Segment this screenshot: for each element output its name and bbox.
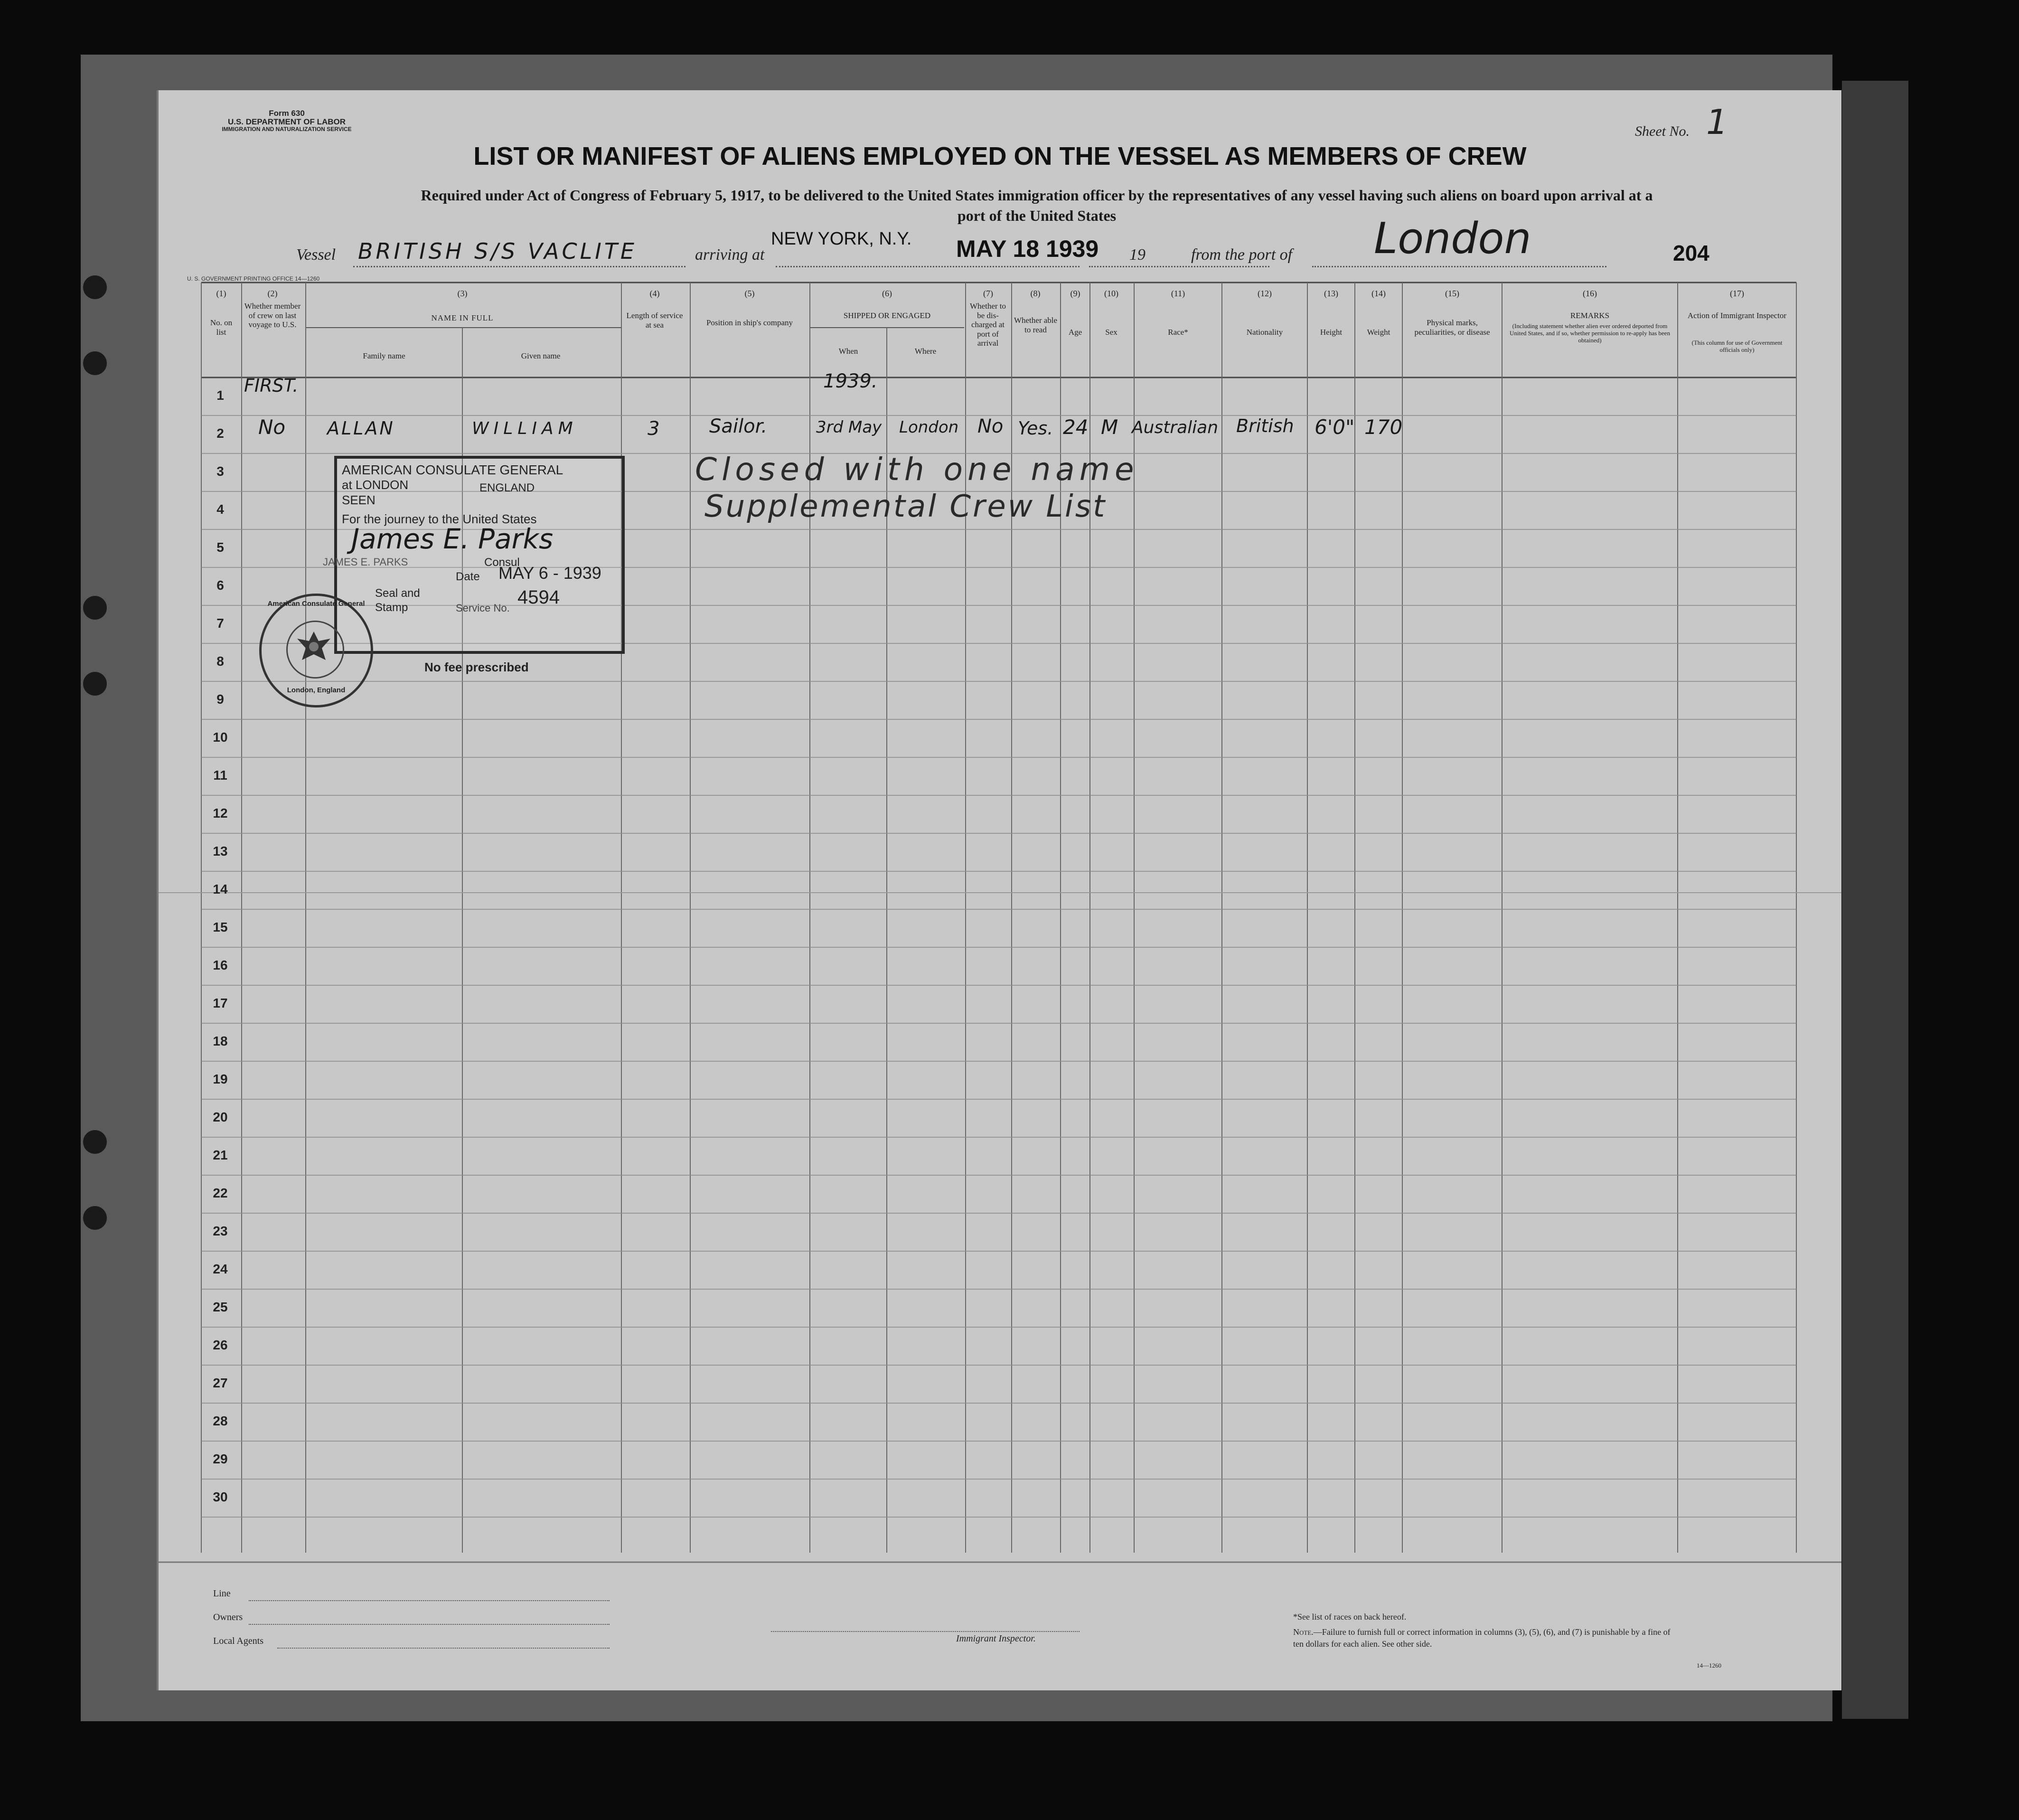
row-number: 27 [213, 1376, 228, 1390]
row-number: 12 [213, 806, 228, 820]
binder-hole [83, 1130, 107, 1154]
colnum-8: (8) [1030, 289, 1041, 298]
row-number: 17 [213, 996, 228, 1010]
colhdr-10: Sex [1105, 328, 1117, 337]
stamp-date-value: MAY 6 - 1939 [498, 563, 601, 583]
colnum-4: (4) [649, 289, 660, 298]
sheet-number-label: Sheet No. [1635, 123, 1690, 139]
entry-service-length: 3 [648, 418, 660, 440]
entry-race: Australian [1132, 418, 1219, 437]
row-number: 14 [213, 882, 228, 896]
colhdr-3-given: Given name [521, 351, 561, 360]
entry-weight: 170 [1364, 415, 1403, 439]
colhdr-13: Height [1320, 328, 1343, 337]
stamp-date-label: Date [456, 570, 480, 583]
stamp-signature: James E. Parks [351, 523, 554, 555]
fee-note: No fee prescribed [424, 660, 529, 674]
entry-age: 24 [1063, 415, 1089, 439]
row-number: 16 [213, 958, 228, 972]
colhdr-12: Nationality [1246, 328, 1283, 337]
inspector-underline [771, 1631, 1080, 1632]
entry-shipped-where: London [899, 418, 959, 437]
colhdr-6-where: Where [914, 347, 937, 356]
entry-family-name: ALLAN [327, 418, 395, 439]
colnum-9: (9) [1070, 289, 1080, 298]
sheet-number-value: 1 [1706, 102, 1728, 142]
consulate-seal [259, 594, 373, 707]
footer-note [1293, 1626, 1682, 1650]
eagle-emblem-icon [286, 621, 344, 679]
colhdr-17-note: (This column for use of Government officials only) [1691, 339, 1783, 353]
row-number: 18 [213, 1034, 228, 1048]
colnum-7: (7) [983, 289, 993, 298]
subtitle-line2: port of the United States [957, 207, 1117, 225]
row-number: 21 [213, 1148, 228, 1162]
row-number: 9 [216, 692, 224, 707]
row-number: 7 [216, 616, 224, 631]
colhdr-3: NAME IN FULL [431, 313, 494, 322]
row-number: 29 [213, 1452, 228, 1466]
row-number: 4 [216, 502, 224, 517]
seal-bottom-text: London, England [287, 686, 346, 694]
entry-sex: M [1101, 415, 1118, 439]
row-number: 19 [213, 1072, 228, 1086]
entry-position: Sailor. [709, 415, 768, 437]
row-number: 28 [213, 1414, 228, 1428]
row-number: 26 [213, 1338, 228, 1352]
row-number: 25 [213, 1300, 228, 1314]
seal-ring-text: American Consulate General [267, 600, 365, 608]
form-number: Form 630 [269, 109, 305, 118]
stamp-line1: AMERICAN CONSULATE GENERAL [342, 462, 563, 477]
footer-line-label: Line [213, 1588, 231, 1599]
from-port-label: from the port of [1191, 246, 1293, 264]
footer-form-code: 14—1260 [1697, 1662, 1721, 1669]
colhdr-15: Physical marks, peculiarities, or disease [1414, 318, 1490, 337]
consulate-stamp [323, 456, 625, 654]
stamp-line2: at LONDON [342, 478, 409, 492]
row-number: 22 [213, 1186, 228, 1200]
printing-office: U. S. GOVERNMENT PRINTING OFFICE 14—1260 [187, 275, 320, 282]
footer-line-underline [249, 1600, 610, 1601]
footer-agents-label: Local Agents [213, 1636, 264, 1646]
colnum-11: (11) [1171, 289, 1185, 298]
back-sheet-right [1842, 81, 1908, 1719]
colhdr-1: No. on list [210, 318, 233, 337]
entry-shipped-when: 3rd May [816, 418, 882, 437]
arriving-label: arriving at [695, 246, 765, 264]
arrival-date: MAY 18 1939 [956, 236, 1099, 262]
footer-inspector-label: Immigrant Inspector. [956, 1633, 1036, 1644]
row-number: 1 [216, 388, 224, 403]
row-number: 8 [216, 654, 224, 669]
colnum-14: (14) [1371, 289, 1386, 298]
subtitle-line1: Required under Act of Congress of February 5, 1917, to be delivered to the United States immigration officer by the representatives of any vessel having such aliens on board upon arrival at a [421, 187, 1653, 204]
colhdr-4: Length of service at sea [626, 311, 683, 330]
colhdr-16: REMARKS [1570, 311, 1610, 320]
colnum-5: (5) [744, 289, 755, 298]
stamp-officer: JAMES E. PARKS [323, 556, 408, 568]
binder-hole [83, 351, 107, 375]
colhdr-9: Age [1068, 328, 1082, 337]
department: U.S. DEPARTMENT OF LABOR [227, 117, 346, 126]
list-number: 204 [1673, 241, 1709, 265]
footer-note-text: —Failure to furnish full or correct information in columns (3), (5), (6), and (7) is punishable by a fine of ten dollars for each alien. See other side. [1293, 1627, 1671, 1649]
year-suffix: 19 [1129, 246, 1146, 264]
colnum-10: (10) [1104, 289, 1118, 298]
row-number: 23 [213, 1224, 228, 1238]
stamp-service-no: 4594 [517, 587, 560, 608]
colhdr-16-note: (Including statement whether alien ever ordered deported from United States, and if so, whether permission to re-apply has been obtained) [1510, 322, 1670, 344]
stamp-line2b: ENGLAND [479, 481, 535, 494]
entry-height: 6'0" [1315, 415, 1355, 439]
colnum-6: (6) [882, 289, 892, 298]
entry-last-voyage: No [258, 415, 286, 439]
stamp-line3: SEEN [342, 493, 376, 507]
colnum-16: (16) [1583, 289, 1597, 298]
entry-nationality: British [1236, 415, 1294, 436]
colnum-17: (17) [1730, 289, 1744, 298]
stamp-consul: Consul [484, 556, 520, 569]
service-name: IMMIGRATION AND NATURALIZATION SERVICE [222, 125, 352, 132]
colhdr-17: Action of Immigrant Inspector [1687, 311, 1787, 320]
colhdr-5: Position in ship's company [706, 318, 793, 327]
colnum-1: (1) [216, 289, 226, 298]
colhdr-2: Whether member of crew on last voyage to U.S. [244, 302, 301, 330]
stamp-stamp-label: Stamp [375, 601, 408, 614]
vessel-label: Vessel [296, 246, 336, 264]
binder-hole [83, 275, 107, 299]
page-title: LIST OR MANIFEST OF ALIENS EMPLOYED ON THE VESSEL AS MEMBERS OF CREW [473, 142, 1527, 170]
closing-note-line1: Closed with one name [695, 451, 1139, 488]
stamp-service-label: Service No. [456, 602, 510, 614]
row-number: 13 [213, 844, 228, 858]
binder-hole [83, 672, 107, 696]
entry-discharged: No [977, 415, 1004, 437]
entry-able-to-read: Yes. [1018, 418, 1053, 439]
footer-race-note: *See list of races on back hereof. [1293, 1612, 1407, 1622]
colhdr-3-family: Family name [363, 351, 405, 360]
row-number: 15 [213, 920, 228, 934]
entry-given-name: WILLIAM [472, 419, 578, 438]
closing-note-line2: Supplemental Crew List [704, 489, 1107, 524]
colhdr-7: Whether to be dis-charged at port of arrival [970, 302, 1006, 348]
stamp-line4: For the journey to the United States [342, 512, 537, 526]
row-number: 5 [216, 540, 224, 555]
footer-note-label: Note. [1293, 1627, 1314, 1637]
year-note: 1939. [823, 370, 878, 392]
colhdr-8: Whether able to read [1014, 316, 1058, 334]
row-number: 30 [213, 1490, 228, 1504]
row-number: 20 [213, 1110, 228, 1124]
colhdr-11: Race* [1168, 328, 1188, 337]
from-port-value: London [1374, 214, 1531, 264]
colhdr-14: Weight [1367, 328, 1390, 337]
vessel-value: BRITISH S/S VACLITE [358, 238, 637, 264]
row-number: 10 [213, 730, 228, 745]
footer-agents-underline [277, 1648, 610, 1649]
binder-hole [83, 1206, 107, 1230]
binder-hole [83, 596, 107, 620]
row-number: 11 [213, 768, 227, 783]
row-number: 3 [216, 464, 224, 479]
row-number: 6 [216, 578, 224, 593]
row-number: 24 [213, 1262, 228, 1276]
stamp-seal-label: Seal and [375, 587, 420, 600]
footer-owners-underline [249, 1624, 610, 1625]
manifest-sheet [157, 90, 1841, 1690]
colnum-2: (2) [267, 289, 278, 298]
colhdr-6: SHIPPED OR ENGAGED [843, 311, 931, 320]
footer-owners-label: Owners [213, 1612, 243, 1622]
arriving-value: NEW YORK, N.Y. [771, 229, 912, 249]
colnum-12: (12) [1258, 289, 1272, 298]
colnum-15: (15) [1445, 289, 1459, 298]
row-number: 2 [216, 426, 224, 441]
colnum-13: (13) [1324, 289, 1338, 298]
colnum-3: (3) [457, 289, 468, 298]
colhdr-6-when: When [838, 347, 858, 356]
class-note: FIRST. [244, 375, 299, 396]
